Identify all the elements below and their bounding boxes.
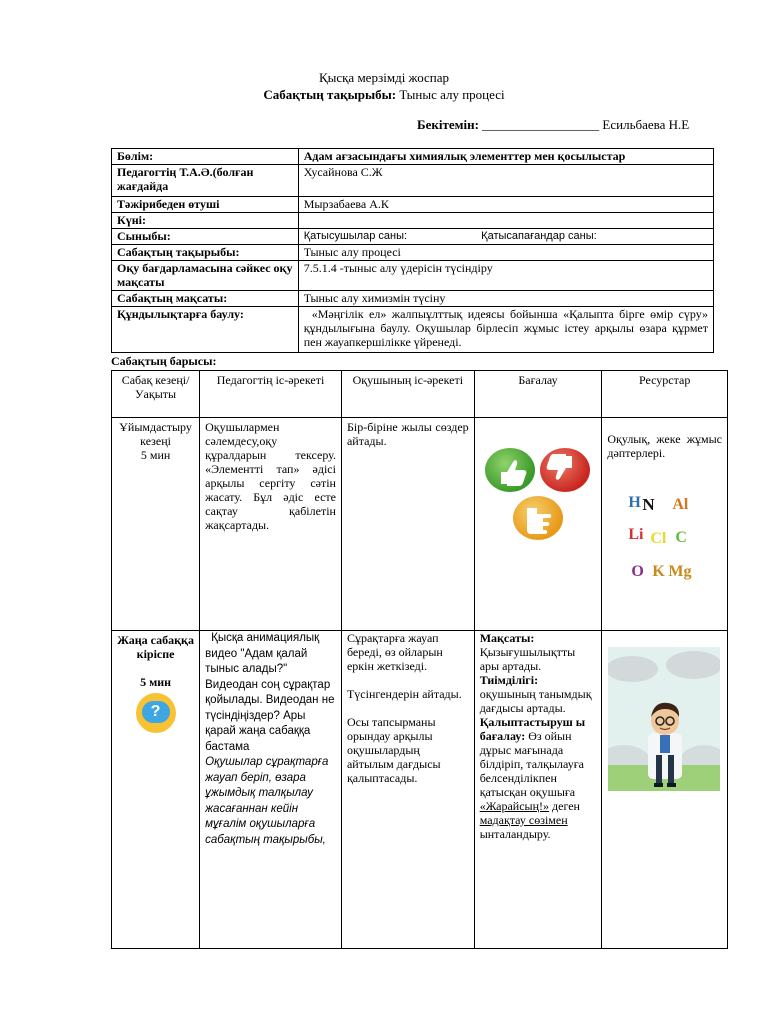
thumbs-sideways-icon (513, 496, 563, 540)
resources-cell (602, 418, 728, 631)
efficiency-text: оқушының танымдық дағдысы артады. (479, 687, 592, 715)
teacher-activity: Оқушылармен сәлемдесу,оқу құралдарын тексеру. «Элементті тап» әдісі арқылы сергіту сәтін жасату. Бұл әдіс есте сақтау қабілетін жақсартады. (200, 418, 342, 631)
teacher-activity-italic: Оқушылар сұрақтарға жауап беріп, өзара ұжымдық талқылау жасағаннан кейін мұғалім оқушыларға сабақтың тақырыбы, (205, 756, 329, 846)
participants-label: Қатысушылар саны: (303, 230, 408, 242)
lesson-plan-table (111, 370, 728, 949)
student-activity (341, 631, 474, 949)
info-label: Сабақтың тақырыбы: (112, 245, 299, 261)
info-table (111, 148, 714, 353)
column-header: Сабақ кезеңі/Уақыты (112, 371, 200, 418)
efficiency-label: Тиімділігі: (479, 673, 539, 687)
formative-label: Қалыптастыруш ы бағалау: (479, 715, 586, 743)
student-text-3: Осы тапсырманы орындау арқылы оқушылардың айтылым дағдысы қалыптасады. (346, 715, 441, 785)
column-header: Оқушының іс-әрекеті (341, 371, 474, 418)
stage-time: 5 мин (140, 675, 172, 689)
info-label: Тәжірибеден өтуші (112, 197, 299, 213)
approve-label: Бекітемін: (417, 117, 479, 132)
student-text-1: Сұрақтарға жауап береді, өз ойларын еркін жеткізеді. (346, 631, 443, 673)
info-label: Сабақтың мақсаты: (112, 291, 299, 307)
student-text-2: Түсінгендерін айтады. (346, 687, 462, 701)
info-label: Құндылықтарға баулу: (112, 307, 299, 353)
teacher-activity (200, 631, 342, 949)
approve-blank: __________________ (482, 117, 600, 132)
goal-label: Мақсаты: (479, 631, 535, 645)
absent-label: Қатысапағандар саны: (481, 230, 597, 242)
resources-cell (602, 631, 728, 949)
formative-tail-2: мадақтау сөзімен (479, 813, 568, 827)
info-value: Тыныс алу химизмін түсіну (298, 291, 713, 307)
lesson-topic-line (0, 87, 768, 103)
element-symbol: Mg (668, 563, 692, 580)
info-value: Тыныс алу процесі (298, 245, 713, 261)
info-value: Хусайнова С.Ж (298, 165, 713, 197)
stage-cell (112, 418, 200, 631)
table-row (112, 631, 728, 949)
info-value: «Мәңгілік ел» жалпыұлттық идеясы бойынша «Қалыпта бірге өмір сүру» құндылығына баулу. Оқушылар бірлесіп жұмыс істеу арқылы өзара құрмет пен жауапкершілікке үйренеді. (298, 307, 713, 353)
element-symbol: Cl (650, 530, 667, 547)
info-label: Күні: (112, 213, 299, 229)
goal-text: Қызығушылықтты ары артады. (479, 645, 576, 673)
approval-line (417, 117, 689, 133)
info-value: Адам ағзасындағы химиялық элементтер мен қосылыстар (298, 149, 713, 165)
resources-text: Оқулық, жеке жұмыс дәптерлері. (607, 432, 722, 460)
assessment-cell (474, 418, 602, 631)
element-symbol: K (652, 563, 665, 580)
info-value (298, 213, 713, 229)
info-label: Сыныбы: (112, 229, 299, 245)
element-symbol: Li (628, 526, 644, 543)
topic-label: Сабақтың тақырыбы: (263, 87, 397, 102)
element-symbol: O (631, 563, 644, 580)
formative-text: Өз ойын дұрыс мағынада білдіріп, талқылауға белсенділікпен қатысқан оқушыға (479, 729, 584, 799)
thumbs-down-icon (540, 448, 590, 492)
stage-name: Жаңа сабаққа кіріспе (117, 633, 194, 661)
stage-cell (112, 631, 200, 949)
info-value (298, 229, 713, 245)
praise-word: «Жарайсың!» (479, 799, 550, 813)
student-activity: Бір-біріне жылы сөздер айтады. (341, 418, 474, 631)
document-title: Қысқа мерзімді жоспар (318, 70, 450, 85)
question-icon: ? (136, 693, 176, 733)
column-header: Ресурстар (602, 371, 728, 418)
column-header: Бағалау (474, 371, 602, 418)
info-value: 7.5.1.4 -тыныс алу үдерісін түсіндіру (298, 261, 713, 291)
teacher-activity-text: Қысқа анимациялық видео "Адам қалай тыныс алады?" Видеодан соң сұрақтар қойылады. Видеодан не түсіндіңіздер? Ары қарай жаңа сабаққа бастама (205, 632, 335, 753)
formative-tail-1: деген (552, 799, 580, 813)
info-label: Оқу бағдарламасына сәйкес оқу мақсаты (112, 261, 299, 291)
thumbs-up-icon (485, 448, 535, 492)
element-symbol: H (628, 494, 641, 511)
assessment-cell (474, 631, 602, 949)
table-row (112, 418, 728, 631)
column-header: Педагогтің іс-әрекеті (200, 371, 342, 418)
element-symbol: N (642, 495, 655, 514)
doctor-cartoon-image (608, 647, 720, 791)
lesson-progress-label: Сабақтың барысы: (111, 354, 217, 368)
approve-name: Есильбаева Н.Е (602, 117, 690, 132)
stage-time: 5 мин (140, 448, 171, 462)
info-label: Педагогтің Т.А.Ә.(болған жағдайда (112, 165, 299, 197)
formative-tail-3: ынталандыру. (479, 827, 551, 841)
topic-value: Тыныс алу процесі (399, 87, 505, 102)
info-label: Бөлім: (112, 149, 299, 165)
stage-name: Ұйымдастыру кезеңі (119, 420, 192, 448)
element-symbol: C (675, 529, 687, 546)
info-value: Мырзабаева А.К (298, 197, 713, 213)
element-symbol: Al (672, 496, 689, 513)
